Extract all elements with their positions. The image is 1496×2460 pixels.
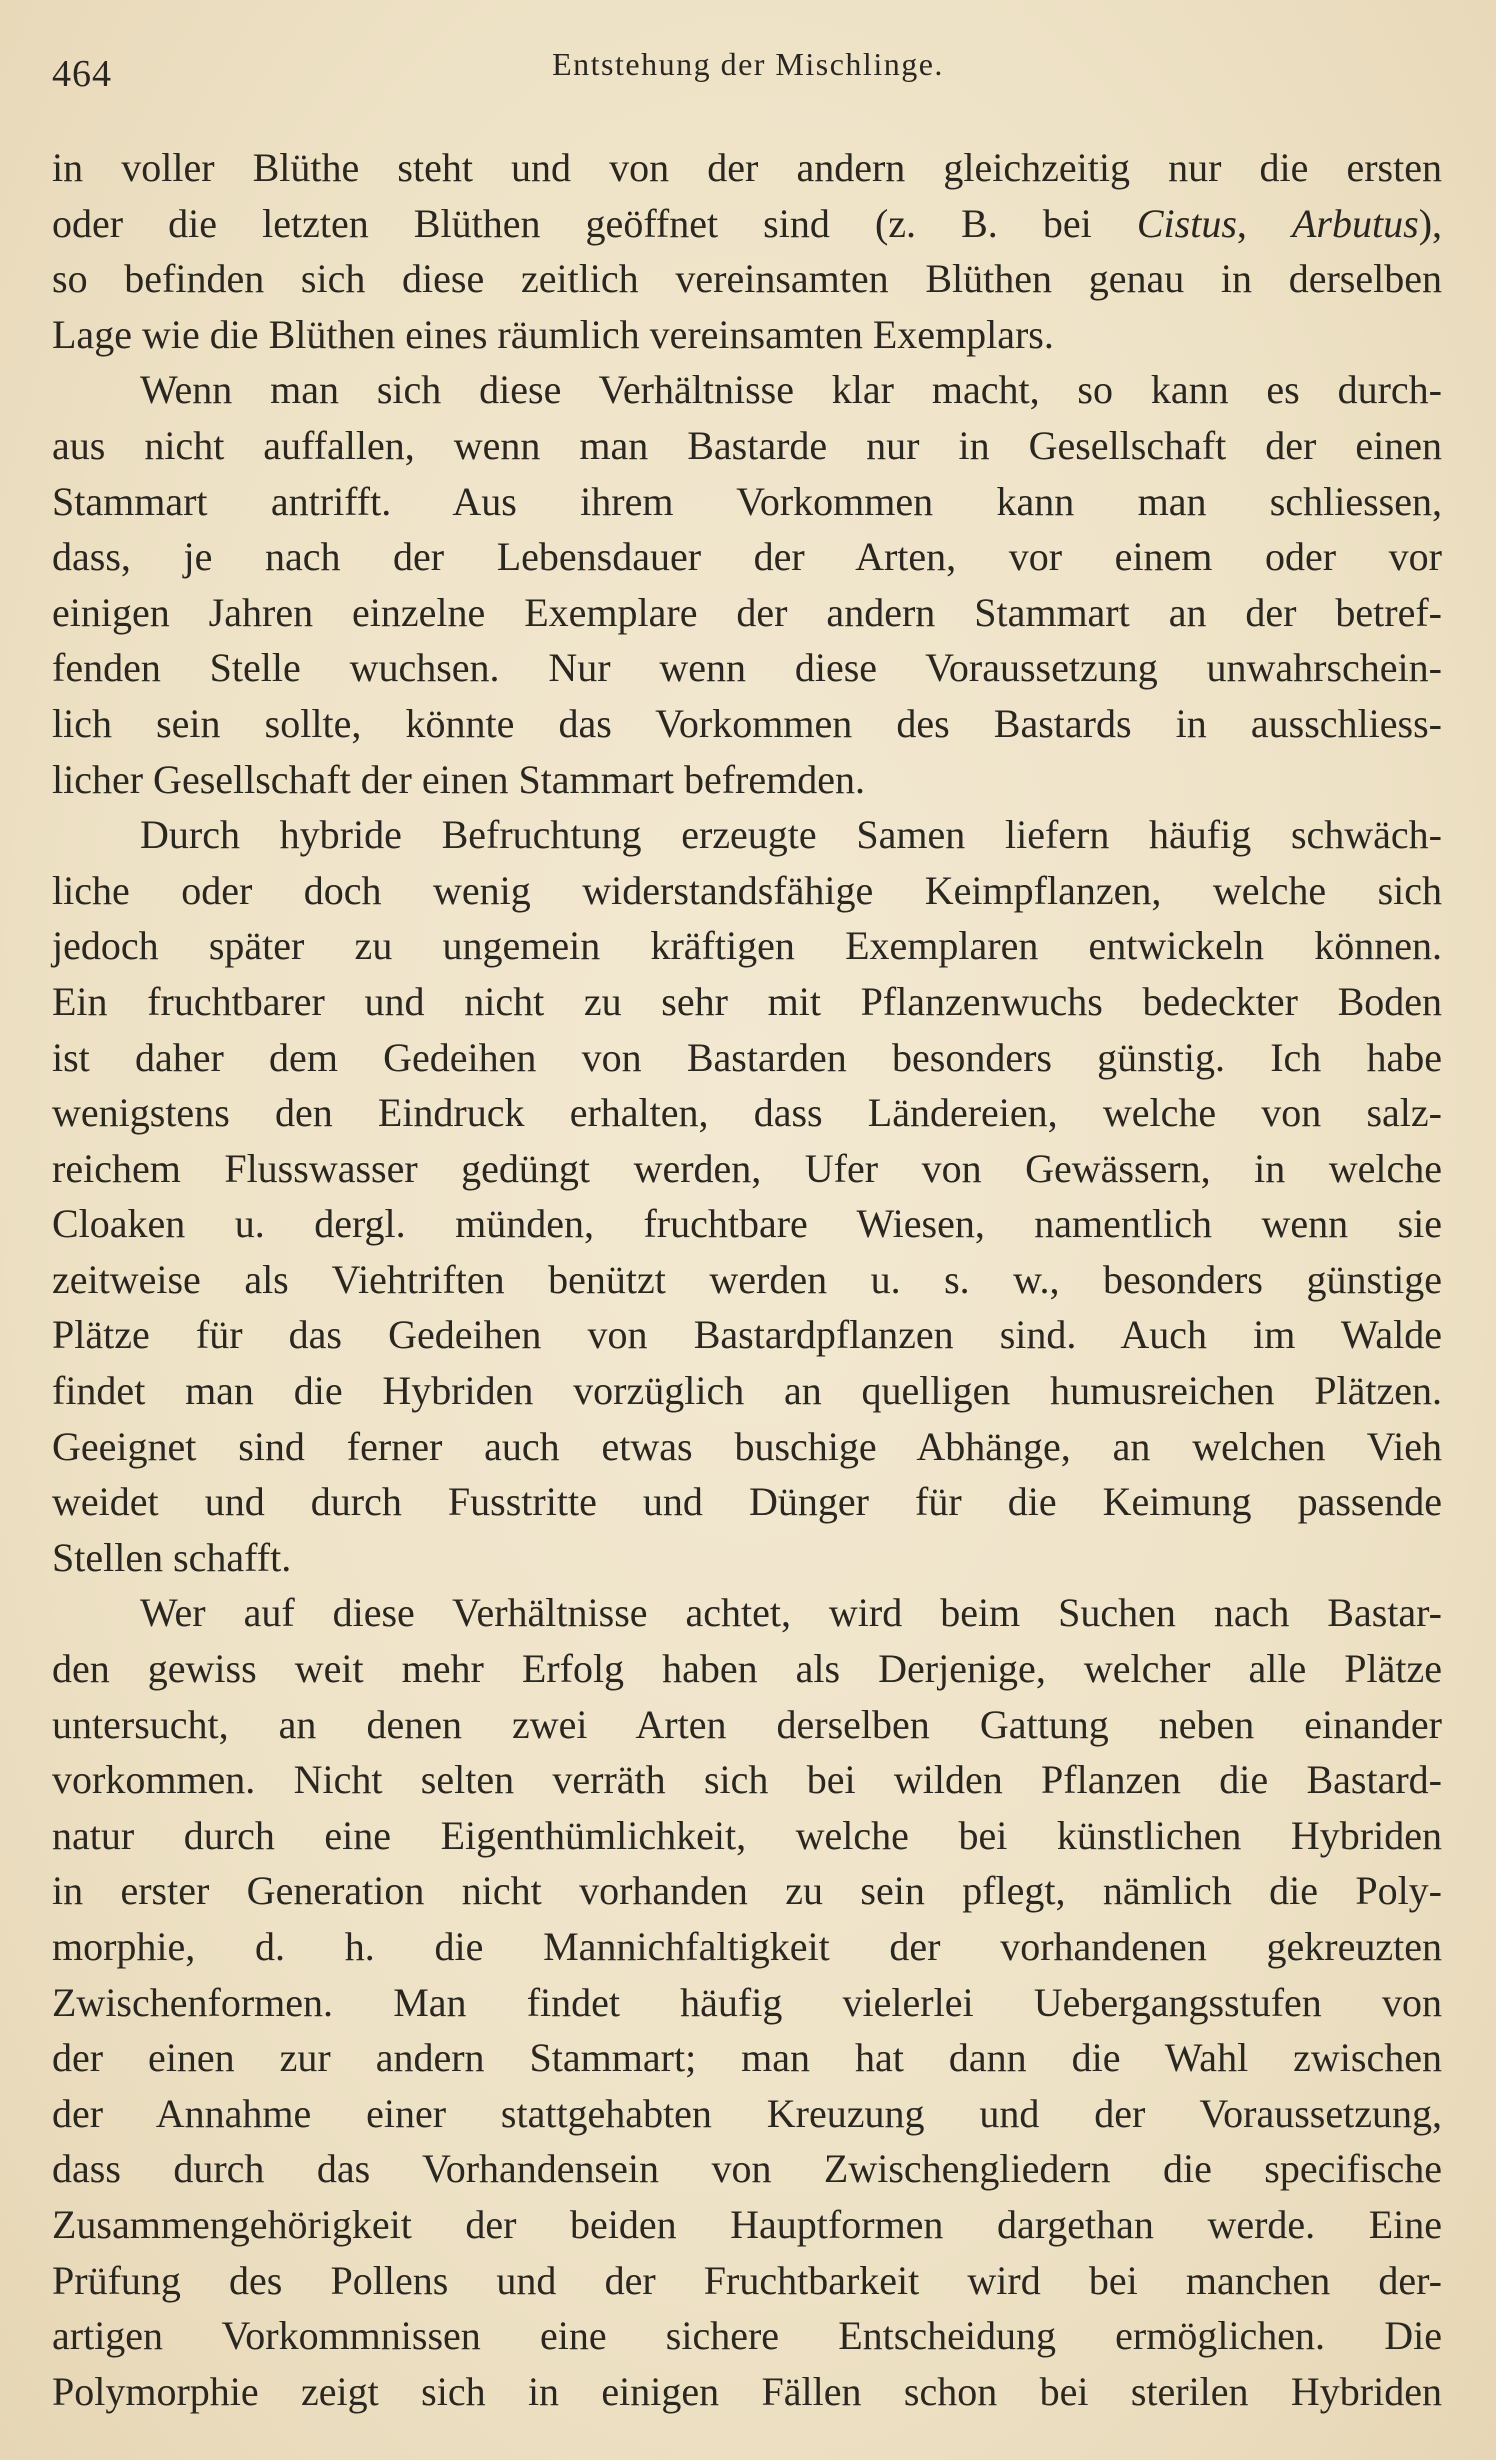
text-line (52, 196, 1442, 252)
text-line: in erster Generation nicht vorhanden zu sein pflegt, nämlich die Poly- (52, 1868, 1442, 1914)
italic-genus-name: Arbutus (1292, 200, 1419, 246)
text-line: vorkommen. Nicht selten verräth sich bei wilden Pflanzen die Bastard- (52, 1757, 1442, 1803)
text-line: in voller Blüthe steht und von der andern gleichzeitig nur die ersten (52, 145, 1442, 190)
text-line: Lage wie die Blüthen eines räumlich vereinsamten Exemplars. (52, 311, 1054, 357)
text-line: Zwischenformen. Man findet häufig vielerlei Uebergangsstufen von (52, 1979, 1442, 2025)
text-line: findet man die Hybriden vorzüglich an quelligen humusreichen Plätzen. (52, 1368, 1442, 1414)
text-line: Stammart antrifft. Aus ihrem Vorkommen kann man schliessen, (52, 478, 1442, 524)
text-line: Zusammengehörigkeit der beiden Hauptformen dargethan werde. Eine (52, 2201, 1442, 2247)
body-text (52, 140, 1442, 2419)
text-line: morphie, d. h. die Mannichfaltigkeit der vorhandenen gekreuzten (52, 1924, 1442, 1969)
text-line: artigen Vorkommnissen eine sichere Entscheidung ermöglichen. Die (52, 2313, 1442, 2359)
text-segment: oder die letzten Blüthen geöffnet sind (z. B. bei (52, 200, 1137, 246)
text-line: jedoch später zu ungemein kräftigen Exemplaren entwickeln können. (52, 923, 1442, 969)
text-line: Stellen schafft. (52, 1534, 292, 1580)
text-line: aus nicht auffallen, wenn man Bastarde nur in Gesellschaft der einen (52, 422, 1442, 468)
text-segment: , (1236, 200, 1292, 246)
text-line: dass durch das Vorhandensein von Zwischengliedern die specifische (52, 2146, 1442, 2192)
text-line: Ein fruchtbarer und nicht zu sehr mit Pflanzenwuchs bedeckter Boden (52, 978, 1442, 1024)
text-line: Wer auf diese Verhältnisse achtet, wird beim Suchen nach Bastar- (140, 1590, 1442, 1636)
text-line: Prüfung des Pollens und der Fruchtbarkeit wird bei manchen der- (52, 2257, 1442, 2303)
text-line: dass, je nach der Lebensdauer der Arten, vor einem oder vor (52, 534, 1442, 580)
page-number: 464 (52, 53, 112, 95)
text-line: untersucht, an denen zwei Arten derselben Gattung neben einander (52, 1701, 1442, 1747)
text-line: Wenn man sich diese Verhältnisse klar macht, so kann es durch- (140, 367, 1442, 413)
running-head: Entstehung der Mischlinge. (552, 46, 944, 82)
text-line: wenigstens den Eindruck erhalten, dass Ländereien, welche von salz- (52, 1090, 1442, 1136)
text-line: ist daher dem Gedeihen von Bastarden besonders günstig. Ich habe (52, 1034, 1442, 1080)
text-line: Geeignet sind ferner auch etwas buschige Abhänge, an welchen Vieh (52, 1423, 1442, 1469)
text-line: liche oder doch wenig widerstandsfähige Keimpflanzen, welche sich (52, 867, 1442, 913)
text-line: der einen zur andern Stammart; man hat dann die Wahl zwischen (52, 2035, 1442, 2081)
text-line: Polymorphie zeigt sich in einigen Fällen schon bei sterilen Hybriden (52, 2368, 1442, 2414)
text-line: Cloaken u. dergl. münden, fruchtbare Wiesen, namentlich wenn sie (52, 1201, 1442, 1247)
text-line: den gewiss weit mehr Erfolg haben als Derjenige, welcher alle Plätze (52, 1646, 1442, 1692)
text-line: lich sein sollte, könnte das Vorkommen des Bastards in ausschliess- (52, 700, 1442, 746)
page-header (52, 46, 1444, 106)
italic-genus-name: Cistus (1136, 200, 1237, 246)
text-line: natur durch eine Eigenthümlichkeit, welche bei künstlichen Hybriden (52, 1812, 1442, 1858)
text-line: fenden Stelle wuchsen. Nur wenn diese Voraussetzung unwahrschein- (52, 645, 1442, 691)
text-line: Durch hybride Befruchtung erzeugte Samen liefern häufig schwäch- (140, 812, 1442, 858)
text-line: so befinden sich diese zeitlich vereinsamten Blüthen genau in derselben (52, 256, 1442, 302)
text-line: reichem Flusswasser gedüngt werden, Ufer von Gewässern, in welche (52, 1145, 1442, 1191)
text-line: licher Gesellschaft der einen Stammart befremden. (52, 756, 865, 802)
text-segment: ), (1418, 200, 1443, 246)
text-line: einigen Jahren einzelne Exemplare der andern Stammart an der betref- (52, 589, 1442, 635)
text-line: der Annahme einer stattgehabten Kreuzung und der Voraussetzung, (52, 2090, 1442, 2136)
text-line: zeitweise als Viehtriften benützt werden u. s. w., besonders günstige (52, 1256, 1442, 1302)
text-line: weidet und durch Fusstritte und Dünger für die Keimung passende (52, 1479, 1442, 1525)
text-line: Plätze für das Gedeihen von Bastardpflanzen sind. Auch im Walde (52, 1312, 1442, 1358)
